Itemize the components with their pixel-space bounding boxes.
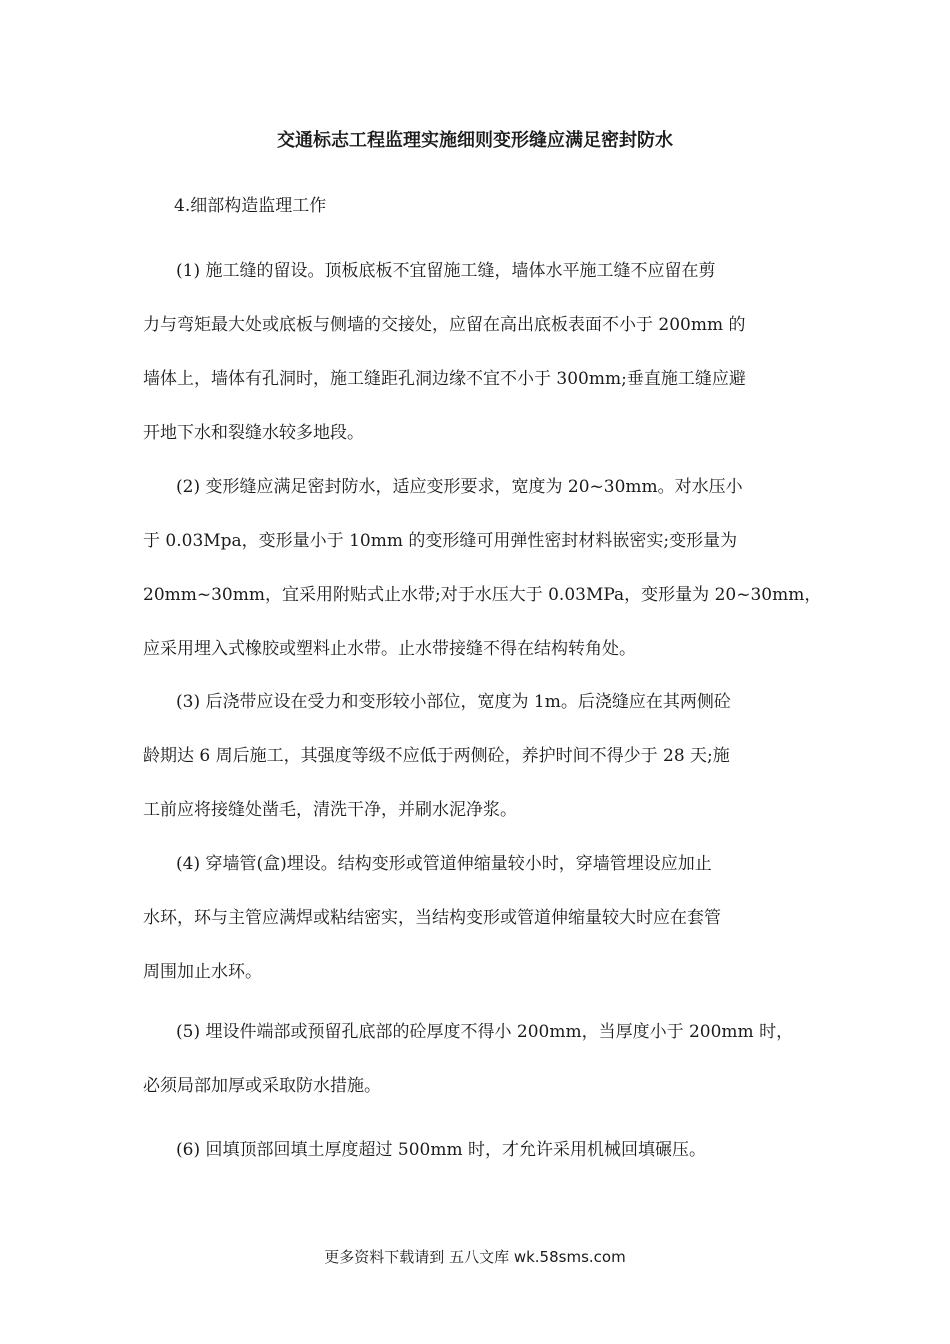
paragraph-line: 应采用埋入式橡胶或塑料止水带。止水带接缝不得在结构转角处。 (143, 639, 636, 659)
paragraph-line: (3) 后浇带应设在受力和变形较小部位，宽度为 1m。后浇缝应在其两侧砼 (176, 692, 731, 712)
paragraph-line: 龄期达 6 周后施工，其强度等级不应低于两侧砼，养护时间不得少于 28 天;施 (143, 746, 730, 766)
paragraph-line: (4) 穿墙管(盒)埋设。结构变形或管道伸缩量较小时，穿墙管埋设应加止 (176, 854, 712, 874)
paragraph-line: 周围加止水环。 (143, 962, 262, 982)
paragraph-4 (143, 852, 843, 1014)
paragraph-line: (5) 埋设件端部或预留孔底部的砼厚度不得小 200mm，当厚度小于 200mm 时， (176, 1022, 794, 1042)
paragraph-2 (143, 475, 843, 691)
paragraph-line: 水环，环与主管应满焊或粘结密实，当结构变形或管道伸缩量较大时应在套管 (143, 908, 721, 928)
paragraph-line: (6) 回填顶部回填土厚度超过 500mm 时，才允许采用机械回填碾压。 (176, 1140, 706, 1160)
section-heading: 4.细部构造监理工作 (174, 196, 327, 216)
paragraph-line: (1) 施工缝的留设。顶板底板不宜留施工缝，墙体水平施工缝不应留在剪 (176, 261, 716, 281)
paragraph-3 (143, 690, 843, 852)
paragraph-line: 于 0.03Mpa，变形量小于 10mm 的变形缝可用弹性密封材料嵌密实;变形量为 (143, 531, 738, 551)
paragraph-line: 开地下水和裂缝水较多地段。 (143, 423, 364, 443)
paragraph-line: 工前应将接缝处凿毛，清洗干净，并刷水泥净浆。 (143, 800, 517, 820)
paragraph-line: 必须局部加厚或采取防水措施。 (143, 1076, 381, 1096)
paragraph-line: (2) 变形缝应满足密封防水，适应变形要求，宽度为 20~30mm。对水压小 (176, 477, 743, 497)
paragraph-line: 20mm~30mm，宜采用附贴式止水带;对于水压大于 0.03MPa，变形量为 20~30mm， (143, 585, 822, 605)
paragraph-5 (143, 1020, 843, 1128)
paragraph-line: 墙体上，墙体有孔洞时，施工缝距孔洞边缘不宜不小于 300mm;垂直施工缝应避 (143, 369, 746, 389)
paragraph-6 (143, 1138, 843, 1192)
footer-link[interactable]: 更多资料下载请到 五八文库 wk.58sms.com (324, 1248, 626, 1266)
paragraph-1 (143, 259, 843, 475)
paragraph-line: 力与弯矩最大处或底板与侧墙的交接处，应留在高出底板表面不小于 200mm 的 (143, 315, 746, 335)
document-title: 交通标志工程监理实施细则变形缝应满足密封防水 (277, 130, 673, 151)
